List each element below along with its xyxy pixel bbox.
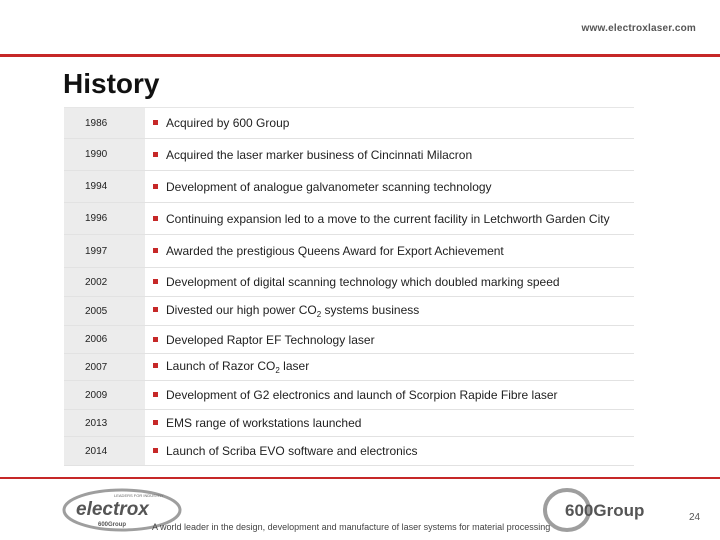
history-event-text: Divested our high power CO: [166, 303, 317, 317]
history-year: 1996: [64, 203, 145, 235]
footer-tagline: A world leader in the design, development and manufacture of laser systems for material processing: [152, 522, 551, 532]
history-event-text: Developed Raptor EF Technology laser: [166, 332, 375, 347]
website-url[interactable]: www.electroxlaser.com: [581, 23, 696, 34]
history-event: [145, 139, 634, 171]
history-row: [64, 381, 634, 410]
history-event-text: Launch of Scriba EVO software and electronics: [166, 444, 418, 458]
history-row: [64, 326, 634, 354]
history-event: [145, 381, 634, 410]
history-year: 2006: [64, 326, 145, 354]
history-year: 2002: [64, 268, 145, 297]
electrox-logo-sub-text: 600Group: [98, 522, 127, 528]
history-year: 2013: [64, 410, 145, 437]
electrox-logo-text: electrox: [76, 499, 149, 520]
history-event: [145, 203, 634, 235]
bullet-square-icon: [153, 152, 158, 157]
history-event-subscript: 2: [316, 310, 322, 319]
history-event-subscript: 2: [275, 366, 280, 375]
history-event: [145, 297, 634, 326]
bullet-square-icon: [153, 392, 158, 397]
page-title: History: [63, 68, 160, 99]
history-row: [64, 297, 634, 326]
history-event: [145, 171, 634, 203]
bullet-square-icon: [153, 448, 158, 453]
history-event: [145, 268, 634, 297]
history-event-text: Acquired the laser marker business of Cincinnati Milacron: [166, 147, 473, 162]
history-event: [145, 354, 634, 381]
top-divider: [0, 54, 720, 57]
bullet-square-icon: [153, 307, 158, 312]
history-year: 1990: [64, 139, 145, 171]
history-event: [145, 108, 634, 139]
history-event-text: Continuing expansion led to a move to the current facility in Letchworth Garden City: [166, 211, 610, 226]
history-event: [145, 235, 634, 268]
history-row: [64, 139, 634, 171]
600-group-logo-text: 600Group: [565, 501, 645, 520]
history-row: [64, 171, 634, 203]
600-group-logo: [543, 486, 663, 534]
history-event-text: Acquired by 600 Group: [166, 116, 290, 130]
history-event: [145, 437, 634, 466]
bullet-square-icon: [153, 184, 158, 189]
history-event-text: Development of analogue galvanometer scanning technology: [166, 179, 492, 194]
bullet-square-icon: [153, 279, 158, 284]
history-event-text: Development of digital scanning technology which doubled marking speed: [166, 275, 560, 289]
bullet-square-icon: [153, 120, 158, 125]
history-event-text: Awarded the prestigious Queens Award for Export Achievement: [166, 244, 504, 258]
history-year: 2007: [64, 354, 145, 381]
history-row: [64, 203, 634, 235]
bullet-square-icon: [153, 420, 158, 425]
history-event-text-after: systems business: [321, 303, 420, 317]
bullet-square-icon: [153, 337, 158, 342]
page-number: 24: [689, 512, 701, 523]
history-year: 2014: [64, 437, 145, 466]
history-event-text-after: laser: [279, 359, 310, 373]
history-year: 1986: [64, 108, 145, 139]
history-row: [64, 235, 634, 268]
history-row: [64, 354, 634, 381]
history-event: [145, 410, 634, 437]
bullet-square-icon: [153, 248, 158, 253]
history-event: [145, 326, 634, 354]
history-table: [64, 107, 634, 466]
history-row: [64, 268, 634, 297]
bullet-square-icon: [153, 216, 158, 221]
history-year: 1994: [64, 171, 145, 203]
history-row: [64, 410, 634, 437]
history-year: 2009: [64, 381, 145, 410]
history-year: 1997: [64, 235, 145, 268]
history-row: [64, 437, 634, 466]
history-event-text: Launch of Razor CO: [166, 359, 276, 373]
history-row: [64, 108, 634, 139]
bottom-divider: [0, 477, 720, 479]
history-event-text: EMS range of workstations launched: [166, 416, 362, 430]
history-event-text: Development of G2 electronics and launch of Scorpion Rapide Fibre laser: [166, 388, 558, 402]
bullet-square-icon: [153, 363, 158, 368]
history-year: 2005: [64, 297, 145, 326]
electrox-logo-top-text: LEADERS FOR INDUSTRY: [114, 493, 164, 498]
